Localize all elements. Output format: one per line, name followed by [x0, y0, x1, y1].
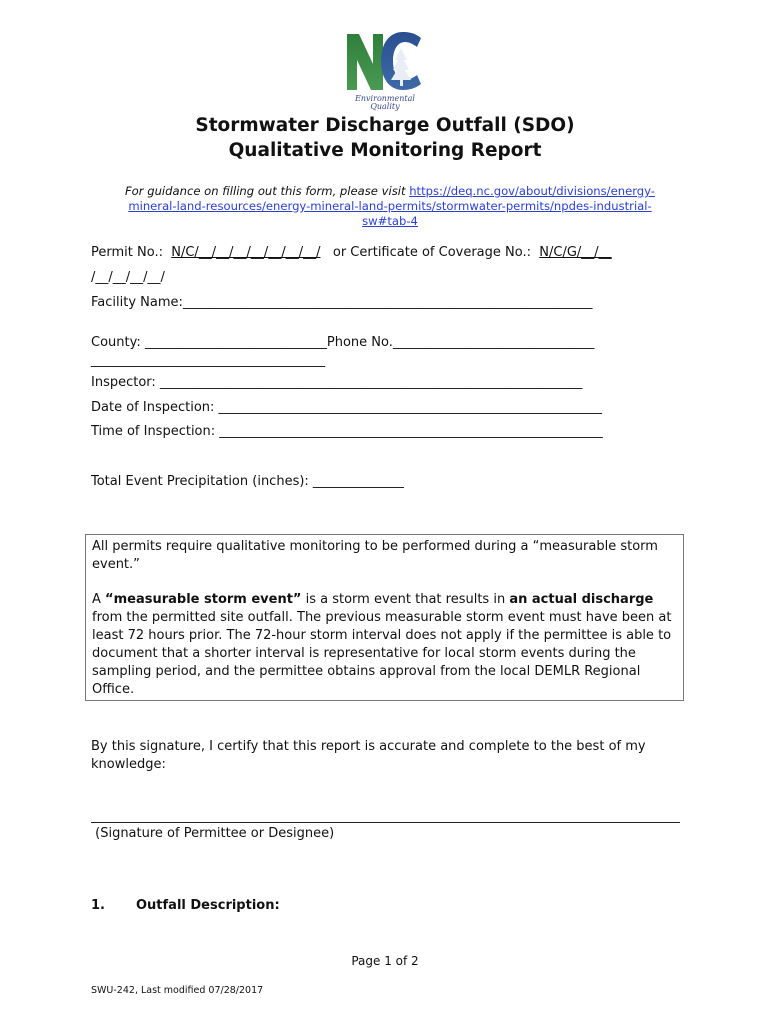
section-1-number: 1.	[91, 898, 105, 913]
logo-subtitle-line1: Environmental	[355, 94, 415, 103]
box-paragraph-1: All permits require qualitative monitoring to be performed during a “measurable storm event.”	[92, 539, 658, 572]
page-title-line2: Qualitative Monitoring Report	[228, 140, 542, 161]
page-title-line1: Stormwater Discharge Outfall (SDO)	[195, 115, 575, 136]
box-paragraph-2	[92, 591, 672, 699]
guidance-text	[90, 184, 690, 229]
guidance-prefix: For guidance on filling out this form, please visit	[125, 184, 410, 198]
phone-continuation[interactable]: ____________________________________	[91, 353, 325, 368]
signature-label: (Signature of Permittee or Designee)	[91, 826, 335, 841]
guidance-link-2[interactable]: mineral-land-resources/energy-mineral-land-permits/stormwater-permits/npdes-industrial-	[128, 199, 652, 213]
permit-label: Permit No.:	[91, 245, 172, 260]
time-of-inspection-field[interactable]: Time of Inspection: ___________________________________________________________	[91, 424, 603, 439]
guidance-link-3[interactable]: sw#tab-4	[362, 214, 418, 228]
page-number: Page 1 of 2	[351, 954, 419, 968]
form-id: SWU-242, Last modified 07/28/2017	[91, 985, 264, 996]
date-of-inspection-field[interactable]: Date of Inspection: ___________________________________________________________	[91, 400, 603, 415]
coc-continuation[interactable]: /__/__/__/__/	[91, 270, 165, 285]
permit-number-field[interactable]	[91, 244, 612, 262]
guidance-link-1[interactable]: https://deq.nc.gov/about/divisions/energy-	[409, 184, 655, 198]
logo-subtitle-line2: Quality	[370, 102, 400, 111]
signature-line[interactable]	[91, 822, 680, 823]
measurable-storm-event-box	[85, 534, 684, 701]
box-p2-bold-discharge: an actual discharge	[509, 592, 654, 607]
certification-text: By this signature, I certify that this report is accurate and complete to the best of my knowledge:	[91, 739, 646, 772]
facility-name-field[interactable]: Facility Name:_______________________________________________________________	[91, 295, 593, 310]
coc-value: N/C/G/__/__	[539, 245, 612, 260]
county-phone-field[interactable]: County: ____________________________Phone No._______________________________	[91, 335, 595, 350]
box-p2-e: from the permitted site outfall. The previous measurable storm event must have been at least 72 hours prior. The 72-hour storm interval does not apply if the permittee is able to document that a shorter interval is representative for local storm events during the sampling period, and the permittee obtains approval from the local DEMLR Regional Office.	[92, 610, 672, 697]
section-1-label: Outfall Description:	[136, 898, 280, 913]
precipitation-field[interactable]: Total Event Precipitation (inches): ______________	[91, 474, 404, 489]
coc-label: or Certificate of Coverage No.:	[320, 245, 540, 260]
box-p2-c: is a storm event that results in	[301, 592, 510, 607]
box-p2-bold-term: “measurable storm event”	[105, 592, 302, 607]
logo-subtitle	[346, 95, 424, 111]
inspector-field[interactable]: Inspector: _________________________________________________________________	[91, 375, 583, 390]
permit-value: N/C/__/__/__/__/__/__/__/	[171, 245, 321, 260]
box-p2-a: A	[92, 592, 106, 607]
